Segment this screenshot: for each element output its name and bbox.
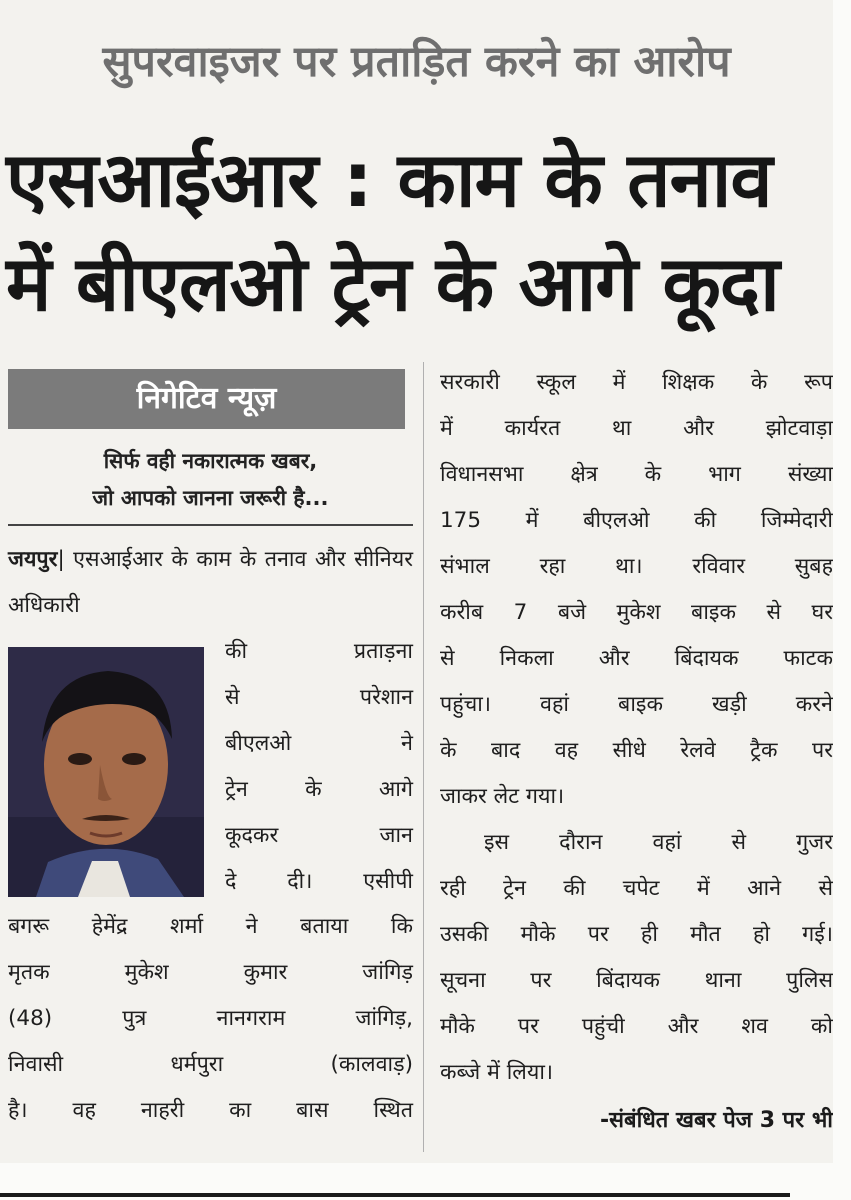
column-divider [423,362,424,1152]
tag-subtitle-line: सिर्फ वही नकारात्मक खबर, [103,449,318,473]
headline-line-1: एसआईआर : काम के तनाव [6,135,772,224]
text-line: है। वह नाहरी का बास स्थित [8,1098,413,1123]
tag-subtitle-line: जो आपको जानना जरूरी है... [92,486,329,510]
text-line: बगरू हेमेंद्र शर्मा ने बताया कि [8,914,413,939]
text-line: ट्रेन के आगे [225,777,413,802]
lead-paragraph: जयपुर| एसआईआर के काम के तनाव और सीनियर अधिकारी [8,547,413,618]
text-line: इस दौरान वहां से गुजर [484,830,833,855]
person-photo [8,647,204,897]
text-line: संभाल रहा था। रविवार सुबह [440,554,833,579]
text-line: 175 में बीएलओ की जिम्मेदारी [440,508,833,533]
bottom-border-line [0,1193,790,1197]
related-news-reference: -संबंधित खबर पेज 3 पर भी [600,1108,833,1133]
right-paragraph-1 [440,360,833,820]
text-line: सरकारी स्कूल में शिक्षक के रूप [440,370,833,395]
strap-headline: सुपरवाइजर पर प्रताड़ित करने का आरोप [102,37,731,87]
text-line: बीएलओ ने [225,731,413,756]
text-line: से निकला और बिंदायक फाटक [440,646,833,671]
text-line: की प्रताड़ना [225,639,413,664]
right-column [440,360,833,1144]
text-line: रही ट्रेन की चपेट में आने से [440,876,833,901]
right-paragraph-2 [440,820,833,1096]
text-line: मृतक मुकेश कुमार जांगिड़ [8,960,413,985]
dateline: जयपुर [8,547,58,572]
section-rule [8,524,413,526]
text-line: निवासी धर्मपुरा (कालवाड़) [8,1052,413,1077]
section-tag: निगेटिव न्यूज़ [8,369,405,429]
text-line: उसकी मौके पर ही मौत हो गई। [440,922,833,947]
text-line: दे दी। एसीपी [225,869,413,894]
section-tag-subtitle [8,443,413,517]
text-line: (48) पुत्र नानगराम जांगिड़, [8,1006,413,1031]
text-line: में कार्यरत था और झोटवाड़ा [440,416,833,441]
left-column-continuation [8,904,413,1134]
text-line: जाकर लेट गया। [440,784,565,809]
person-photo-image [8,647,204,897]
text-line: पहुंचा। वहां बाइक खड़ी करने [440,692,833,717]
left-column [8,369,413,1149]
text-line: विधानसभा क्षेत्र के भाग संख्या [440,462,833,487]
text-line: मौके पर पहुंची और शव को [440,1014,833,1039]
text-beside-photo [225,629,413,905]
main-headline [6,128,832,336]
text-line: कब्जे में लिया। [440,1060,554,1085]
lead-text: एसआईआर के काम के तनाव और सीनियर अधिकारी [8,547,413,618]
text-line: करीब 7 बजे मुकेश बाइक से घर [440,600,833,625]
text-line: सूचना पर बिंदायक थाना पुलिस [440,968,833,993]
headline-line-2: में बीएलओ ट्रेन के आगे कूदा [6,239,779,328]
text-line: के बाद वह सीधे रेलवे ट्रैक पर [440,738,833,763]
text-line: कूदकर जान [225,823,413,848]
text-line: से परेशान [225,685,413,710]
